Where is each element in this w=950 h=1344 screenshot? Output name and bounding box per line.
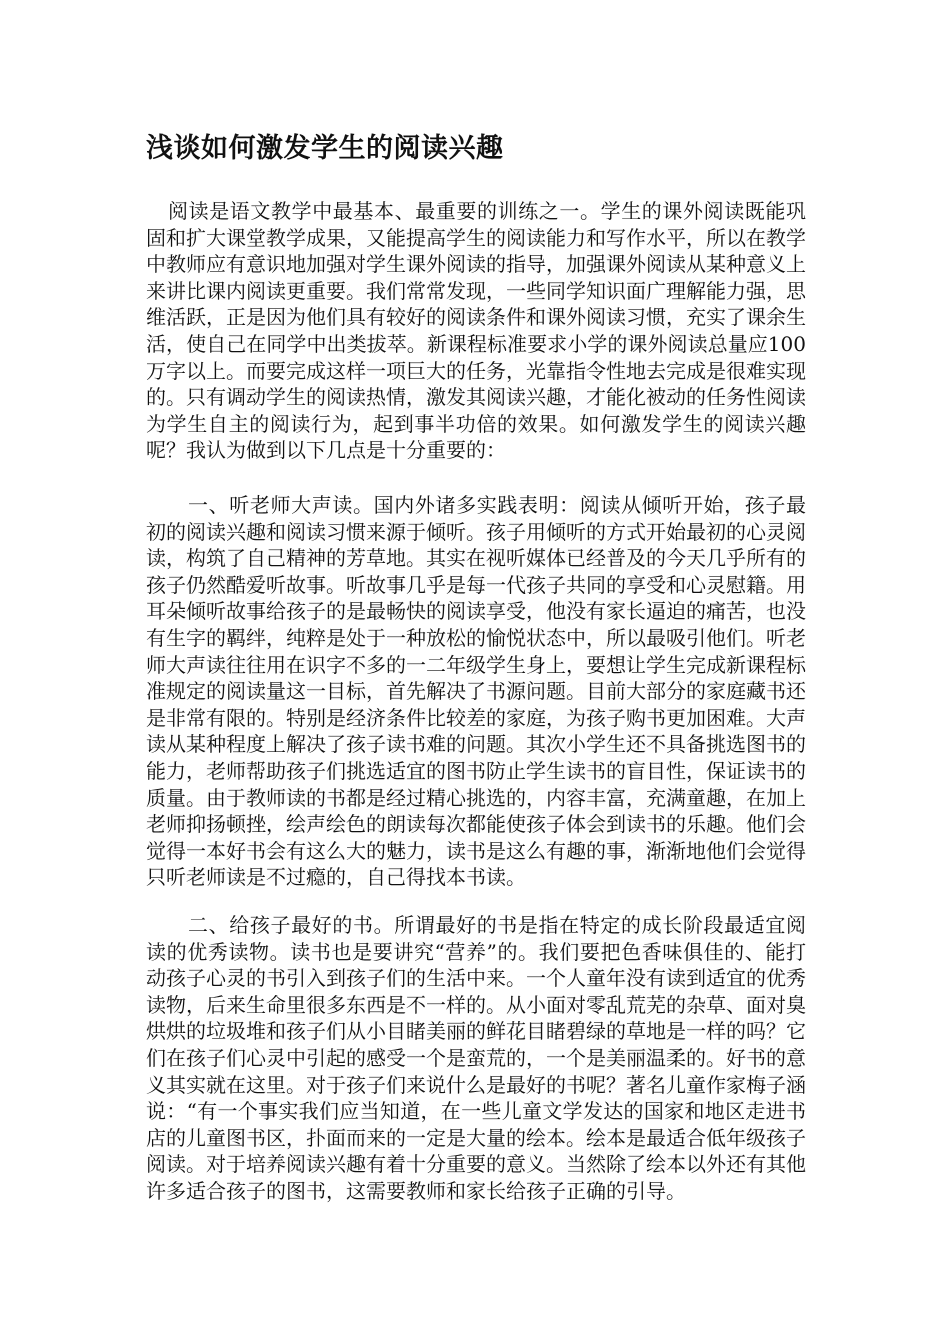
paragraph-intro: 阅读是语文教学中最基本、最重要的训练之一。学生的课外阅读既能巩固和扩大课堂教学成果，又能提高学生的阅读能力和写作水平，所以在教学中教师应有意识地加强对学生课外阅读的指导，加强课外阅读从某种意义上来讲比课内阅读更重要。我们常常发现，一些同学知识面广理解能力强，思维活跃，正是因为他们具有较好的阅读条件和课外阅读习惯，充实了课余生活，使自己在同学中出类拔萃。新课程标准要求小学的课外阅读总量应100万字以上。而要完成这样一项巨大的任务，光靠指令性地去完成是很难实现的。只有调动学生的阅读热情，激发其阅读兴趣，才能化被动的任务性阅读为学生自主的阅读行为，起到事半功倍的效果。如何激发学生的阅读兴趣呢？我认为做到以下几点是十分重要的：: [146, 199, 806, 463]
paragraph-point-one: 一、听老师大声读。国内外诸多实践表明：阅读从倾听开始，孩子最初的阅读兴趣和阅读习惯来源于倾听。孩子用倾听的方式开始最初的心灵阅读，构筑了自己精神的芳草地。其实在视听媒体已经普及的今天几乎所有的孩子仍然酷爱听故事。听故事几乎是每一代孩子共同的享受和心灵慰籍。用耳朵倾听故事给孩子的是最畅快的阅读享受，他没有家长逼迫的痛苦，也没有生字的羁绊，纯粹是处于一种放松的愉悦状态中，所以最吸引他们。听老师大声读往往用在识字不多的一二年级学生身上，要想让学生完成新课程标准规定的阅读量这一目标，首先解决了书源问题。目前大部分的家庭藏书还是非常有限的。特别是经济条件比较差的家庭，为孩子购书更加困难。大声读从某种程度上解决了孩子读书难的问题。其次小学生还不具备挑选图书的能力，老师帮助孩子们挑选适宜的图书防止学生读书的盲目性，保证读书的质量。由于教师读的书都是经过精心挑选的，内容丰富，充满童趣，在加上老师抑扬顿挫，绘声绘色的朗读每次都能使孩子体会到读书的乐趣。他们会觉得一本好书会有这么大的魅力，读书是这么有趣的事，渐渐地他们会觉得只听老师读是不过瘾的，自己得找本书读。: [146, 493, 806, 890]
document-title: 浅谈如何激发学生的阅读兴趣: [146, 133, 504, 164]
paragraph-point-two: 二、给孩子最好的书。所谓最好的书是指在特定的成长阶段最适宜阅读的优秀读物。读书也是要讲究“营养”的。我们要把色香味俱佳的、能打动孩子心灵的书引入到孩子们的生活中来。一个人童年没有读到适宜的优秀读物，后来生命里很多东西是不一样的。从小面对零乱荒芜的杂草、面对臭烘烘的垃圾堆和孩子们从小目睹美丽的鲜花目睹碧绿的草地是一样的吗？它们在孩子们心灵中引起的感受一个是蛮荒的，一个是美丽温柔的。好书的意义其实就在这里。对于孩子们来说什么是最好的书呢？著名儿童作家梅子涵说：“有一个事实我们应当知道，在一些儿童文学发达的国家和地区走进书店的儿童图书区，扑面而来的一定是大量的绘本。绘本是最适合低年级孩子阅读。对于培养阅读兴趣有着十分重要的意义。当然除了绘本以外还有其他许多适合孩子的图书，这需要教师和家长给孩子正确的引导。: [146, 913, 806, 1203]
